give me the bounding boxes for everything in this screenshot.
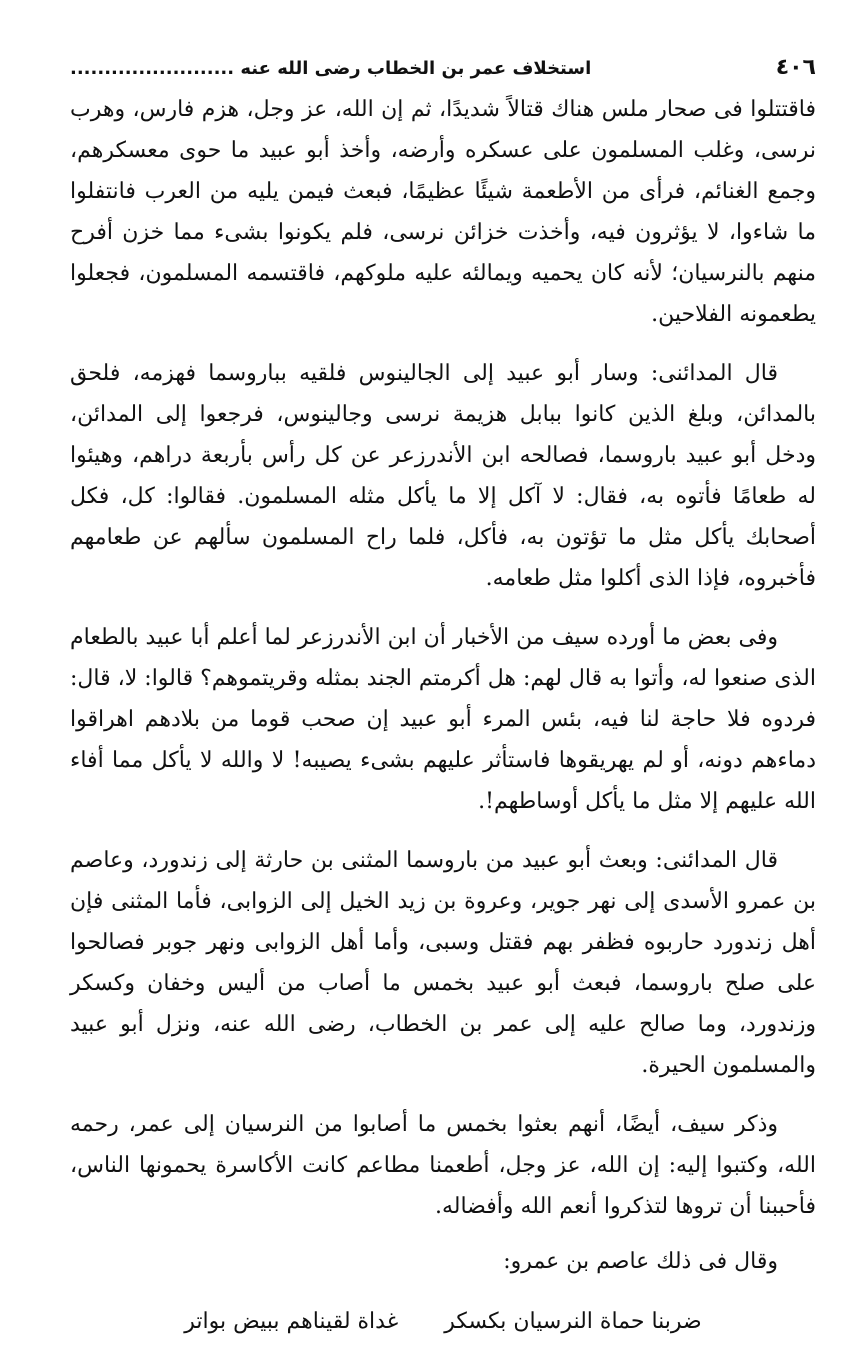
running-header [70, 52, 816, 85]
verse-intro: وقال فى ذلك عاصم بن عمرو: [503, 1249, 778, 1274]
verse-first-hemistich: ضربنا حماة النرسيان بكسكر [444, 1309, 702, 1334]
paragraph-1: فاقتتلوا فى صحار ملس هناك قتالاً شديدًا، ثم إن الله، عز وجل، هزم فارس، وهرب نرسى، وغلب المسلمون على عسكره وأرضه، وأخذ أبو عبيد ما حوى معسكرهم، وجمع الغنائم، فرأى من الأطعمة شيئًا عظيمًا، فبعث فيمن يليه من العرب فانتفلوا ما شاءوا، لا يؤثرون فيه، وأخذت خزائن نرسى، فلم يكونوا بشىء مما خزن أفرح منهم بالنرسيان؛ لأنه كان يحميه ويمالئه عليه ملوكهم، فاقتسمه المسلمون، فجعلوا يطعمونه الفلاحين. [70, 97, 816, 327]
paragraph-4: قال المدائنى: وبعث أبو عبيد من باروسما المثنى بن حارثة إلى زندورد، وعاصم بن عمرو الأسدى إلى نهر جوير، وعروة بن زيد الخيل إلى الزوابى، فأما المثنى فإن أهل زندورد حاربوه فظفر بهم فقتل وسبى، وأما أهل الزوابى ونهر جوبر فصالحوا على صلح باروسما، فبعث أبو عبيد بخمس ما أصاب من أليس وخفان وكسكر وزندورد، وما صالح عليه إلى عمر بن الخطاب، رضى الله عنه، ونزل أبو عبيد والمسلمون الحيرة. [70, 848, 816, 1078]
paragraph-2: قال المدائنى: وسار أبو عبيد إلى الجالينوس فلقيه بباروسما فهزمه، فلحق بالمدائن، وبلغ الذين كانوا ببابل هزيمة نرسى وجالينوس، فرجعوا إلى المدائن، ودخل أبو عبيد باروسما، فصالحه ابن الأندرزعر عن كل رأس بأربعة دراهم، وهيئوا له طعامًا فأتوه به، فقال: لا آكل إلا ما يأكل مثله المسلمون. فقالوا: كل، فكل أصحابك يأكل مثل ما تؤتون به، فأكل، فلما راح المسلمون سألهم عن طعامهم فأخبروه، فإذا الذى أكلوا مثل طعامه. [70, 361, 816, 591]
verse-second-hemistich: غداة لقيناهم ببيض بواتر [184, 1309, 399, 1334]
poem-verse [70, 1302, 816, 1342]
running-title: استخلاف عمر بن الخطاب رضى الله عنه ........................ [70, 58, 592, 79]
paragraph-3: وفى بعض ما أورده سيف من الأخبار أن ابن الأندرزعر لما أعلم أبا عبيد بالطعام الذى صنعوا له، وأتوا به قال لهم: هل أكرمتم الجند بمثله وقريتموهم؟ قالوا: لا، قال: فردوه فلا حاجة لنا فيه، بئس المرء أبو عبيد إن صحب قوما من بلادهم اهراقوا دماءهم دونه، أو لم يهريقوها فاستأثر عليهم بشىء يصيبه! لا والله لا يأكل مما أفاء الله عليهم إلا مثل ما يأكل أوساطهم!. [70, 625, 816, 814]
paragraph-5: وذكر سيف، أيضًا، أنهم بعثوا بخمس ما أصابوا من النرسيان إلى عمر، رحمه الله، وكتبوا إليه: إن الله، عز وجل، أطعمنا مطاعم كانت الأكاسرة يحمونها الناس، فأحببنا أن تروها لتذكروا أنعم الله وأفضاله. [70, 1112, 816, 1219]
page-number: ٤٠٦ [775, 55, 816, 80]
